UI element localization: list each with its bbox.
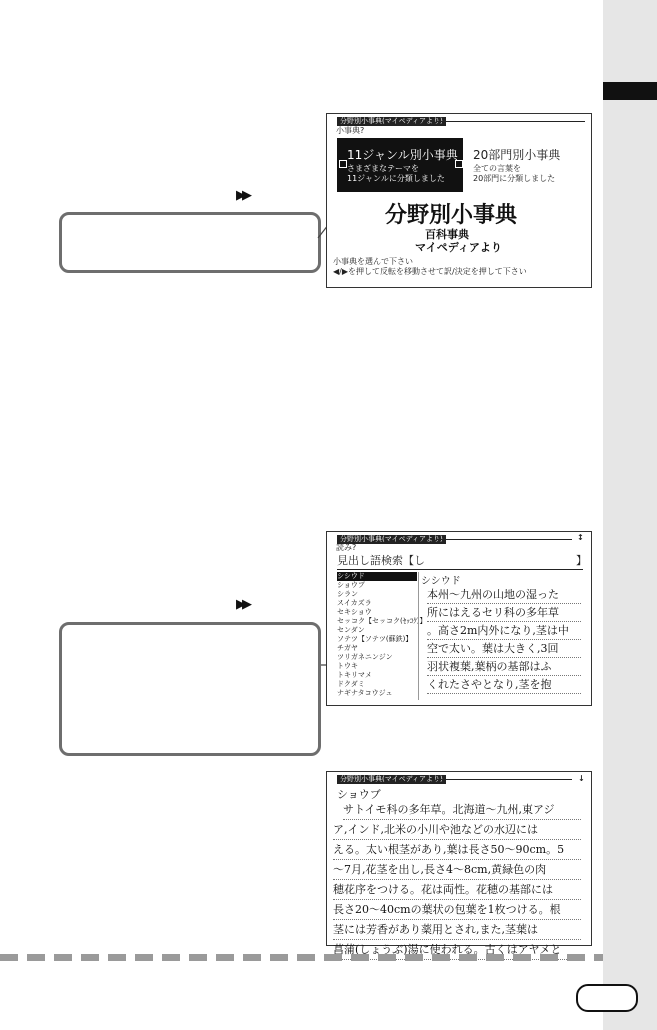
entry-text-line: 穂花序をつける。花は両性。花穂の基部には	[333, 880, 581, 900]
genre-option-selected[interactable]	[337, 138, 463, 192]
search-field-label[interactable]: 見出し語検索【し	[337, 554, 425, 567]
entry-text-line: 菖蒲(しょうぶ)湯に使われる。古くはアヤメと	[333, 940, 581, 960]
entry-text-line: える。太い根茎があり,葉は長さ50～90cm。5	[333, 840, 581, 860]
scroll-indicator-icon: ↕	[577, 533, 584, 542]
list-item[interactable]: センダン	[337, 626, 365, 634]
entry-text-line: 茎には芳香があり薬用とされ,また,茎葉は	[333, 920, 581, 940]
screen-header: 分野別小事典(マイペディアより)	[337, 117, 446, 126]
list-item[interactable]: ナギナタコウジュ	[337, 689, 393, 697]
preview-line: 所にはえるセリ科の多年草	[427, 604, 581, 622]
preview-line: 。高さ2m内外になり,茎は中	[427, 622, 581, 640]
screen-footer-1: 小事典を選んで下さい	[333, 257, 413, 266]
page-number-badge	[576, 984, 638, 1012]
preview-line: 本州～九州の山地の湿った	[427, 586, 581, 604]
list-item[interactable]: ソテツ【ソテツ(蘇鉄)】	[337, 635, 413, 643]
genre-option-title: 20部門別小事典	[473, 148, 561, 162]
entry-text-line: 長さ20～40cmの葉状の包葉を1枚つける。根	[333, 900, 581, 920]
list-item[interactable]: シシウド	[337, 572, 417, 581]
list-item[interactable]: トウキ	[337, 662, 358, 670]
list-item[interactable]: セキショウ	[337, 608, 372, 616]
preview-line: 空で太い。葉は大きく,3回	[427, 640, 581, 658]
list-item[interactable]: セッコク【セッコク(ｾｯｺｸ)】	[337, 617, 427, 625]
side-margin-strip	[603, 0, 657, 1030]
entry-text-line: サトイモ科の多年草。北海道～九州,東アジ	[343, 800, 581, 820]
next-step-arrow-icon: ▶▶	[236, 597, 248, 612]
screen-prompt: 小事典?	[336, 126, 365, 135]
list-item[interactable]: シラン	[337, 590, 358, 598]
candidate-list[interactable]	[337, 572, 427, 698]
entry-detail-screen	[326, 771, 592, 956]
entry-title: ショウブ	[337, 788, 381, 801]
dictionary-subtitle-2: マイペディアより	[415, 241, 502, 254]
dictionary-title: 分野別小事典	[385, 202, 518, 228]
left-marker-icon	[339, 160, 347, 168]
next-step-arrow-icon: ▶▶	[236, 188, 248, 203]
entry-text-line: ～7月,花茎を出し,長さ4～8cm,黄緑色の肉	[333, 860, 581, 880]
note-callout-1	[59, 212, 321, 273]
dictionary-menu-screen	[326, 113, 592, 288]
screen-header: 分野別小事典(マイペディアより)	[337, 775, 446, 784]
preview-line: 羽状複葉,葉柄の基部はふ	[427, 658, 581, 676]
right-marker-icon	[455, 160, 463, 168]
genre-option-other[interactable]	[473, 138, 583, 192]
list-item[interactable]: チガヤ	[337, 644, 358, 652]
list-item[interactable]: ショウブ	[337, 581, 365, 589]
list-item[interactable]: スイカズラ	[337, 599, 372, 607]
word-search-screen	[326, 531, 592, 706]
dictionary-subtitle-1: 百科事典	[425, 228, 469, 241]
screen-header: 分野別小事典(マイペディアより)	[337, 535, 446, 544]
preview-title: シシウド	[421, 576, 461, 587]
search-field-close: 】	[576, 554, 587, 567]
chapter-tab	[603, 82, 657, 100]
genre-option-desc: さまざまなテーマを 11ジャンルに分類しました	[347, 164, 445, 183]
list-item[interactable]: ツリガネニンジン	[337, 653, 393, 661]
scroll-down-icon: ↓	[578, 774, 585, 783]
screen-prompt: 読み?	[336, 543, 357, 552]
genre-option-title: 11ジャンル別小事典	[347, 148, 458, 162]
note-callout-2	[59, 622, 321, 756]
preview-line: くれたさやとなり,茎を抱	[427, 676, 581, 694]
section-divider	[0, 954, 603, 961]
genre-option-desc: 全ての言葉を 20部門に分類しました	[473, 164, 556, 183]
entry-text-line: ア,インド,北米の小川や池などの水辺には	[333, 820, 581, 840]
list-item[interactable]: ドクダミ	[337, 680, 365, 688]
list-item[interactable]: トキリマメ	[337, 671, 372, 679]
screen-footer-2: ◀/▶を押して反転を移動させて訳/決定を押して下さい	[333, 267, 527, 276]
